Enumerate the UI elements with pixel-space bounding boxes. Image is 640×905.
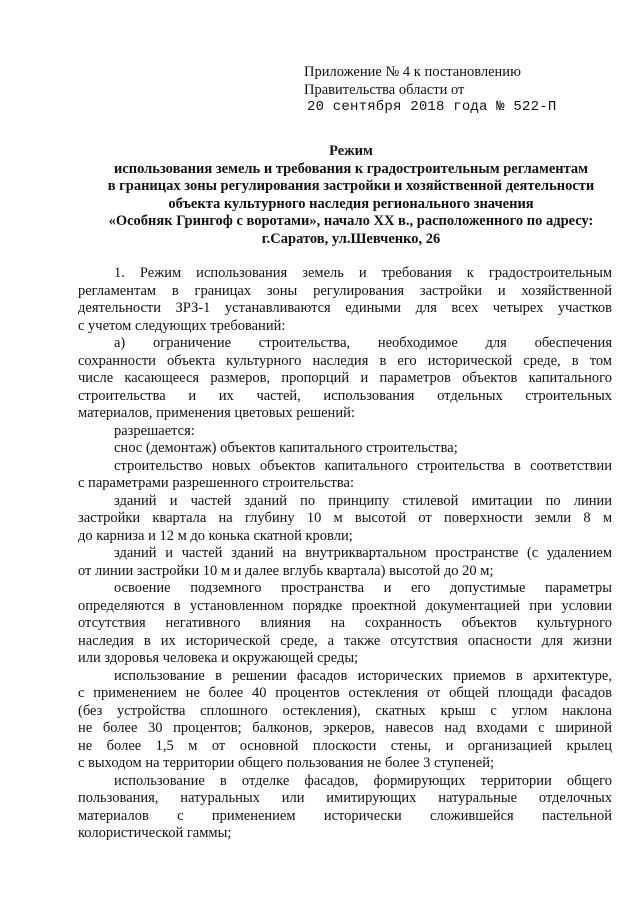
title-line: г.Саратов, ул.Шевченко, 26 bbox=[261, 230, 441, 247]
body-line: регламентам в границах зоны регулирования застройки и хозяйственной bbox=[78, 282, 612, 299]
body-line: наследия в их исторической среде, а также отсутствия опасности для жизни bbox=[78, 632, 612, 649]
title-line: объекта культурного наследия регионального значения bbox=[168, 195, 534, 212]
body-line: строительство новых объектов капитального строительства в соответствии bbox=[114, 457, 612, 474]
body-line: с выходом на территории общего пользования не более 3 ступеней; bbox=[78, 755, 495, 771]
body-line: материалов, применения цветовых решений: bbox=[78, 405, 355, 421]
document-title bbox=[96, 143, 606, 248]
body-line: отсутствия негативного влияния на сохранность объектов культурного bbox=[78, 615, 612, 631]
body-line: пользования, натуральных или имитирующих натуральные отделочных bbox=[78, 790, 612, 806]
appendix-line: Приложение № 4 к постановлению bbox=[304, 64, 521, 80]
body-line: определяются в установленном порядке проектной документацией при условии bbox=[78, 597, 612, 614]
body-line: использование в решении фасадов исторических приемов в архитектуре, bbox=[114, 667, 612, 684]
body-line: зданий и частей зданий на внутриквартальном пространстве (с удалением bbox=[114, 545, 612, 561]
body-line: разрешается: bbox=[114, 422, 195, 439]
body-line: (без устройства сплошного остекления), скатных крыш с углом наклона bbox=[78, 702, 612, 719]
body-line: материалов с применением исторически сложившейся пастельной bbox=[78, 807, 612, 824]
body-line: до карниза и 12 м до конька скатной кровли; bbox=[78, 527, 353, 544]
body-line: с применением не более 40 процентов остекления от общей площади фасадов bbox=[78, 685, 612, 701]
body-line: снос (демонтаж) объектов капитального строительства; bbox=[114, 440, 458, 456]
document-body bbox=[78, 265, 612, 843]
body-line: строительства и их частей, использования отдельных строительных bbox=[78, 387, 612, 404]
body-line: сохранности объекта культурного наследия в его исторической среде, в том bbox=[78, 352, 612, 369]
body-line: деятельности ЗРЗ-1 устанавливаются едиными для всех четырех участков bbox=[78, 300, 612, 316]
body-line: не более 30 процентов; балконов, эркеров, навесов над входами с шириной bbox=[78, 720, 612, 736]
body-line: с параметрами разрешенного строительства: bbox=[78, 475, 354, 491]
title-line: использования земель и требования к градостроительным регламентам bbox=[113, 160, 589, 177]
body-line: числе касающееся размеров, пропорций и параметров объектов капитального bbox=[78, 370, 612, 386]
appendix-line: Правительства области от bbox=[304, 81, 465, 98]
body-line: не более 1,5 м от основной плоскости стены, и организацией крылец bbox=[78, 737, 612, 754]
body-line: или здоровья человека и окружающей среды; bbox=[78, 650, 359, 666]
body-line: застройки квартала на глубину 10 м высотой от поверхности земли 8 м bbox=[78, 510, 612, 526]
appendix-header bbox=[304, 64, 556, 117]
title-line: в границах зоны регулирования застройки и хозяйственной деятельности bbox=[107, 178, 595, 194]
body-line: использование в отделке фасадов, формирующих территории общего bbox=[114, 772, 612, 789]
body-line: а) ограничение строительства, необходимое для обеспечения bbox=[114, 335, 612, 351]
body-line: колористической гаммы; bbox=[78, 825, 232, 841]
title-line: Режим bbox=[329, 143, 373, 159]
body-line: с учетом следующих требований: bbox=[78, 317, 286, 334]
body-line: от линии застройки 10 м и далее вглубь квартала) высотой до 20 м; bbox=[78, 562, 494, 579]
title-line: «Особняк Грингоф с воротами», начало XX в., расположенного по адресу: bbox=[108, 213, 594, 229]
appendix-date-number: 20 сентября 2018 года № 522-П bbox=[307, 99, 557, 115]
body-line: освоение подземного пространства и его допустимые параметры bbox=[114, 580, 612, 596]
body-line: зданий и частей зданий по принципу стилевой имитации по линии bbox=[114, 492, 612, 509]
body-line: 1. Режим использования земель и требования к градостроительным bbox=[114, 265, 612, 281]
